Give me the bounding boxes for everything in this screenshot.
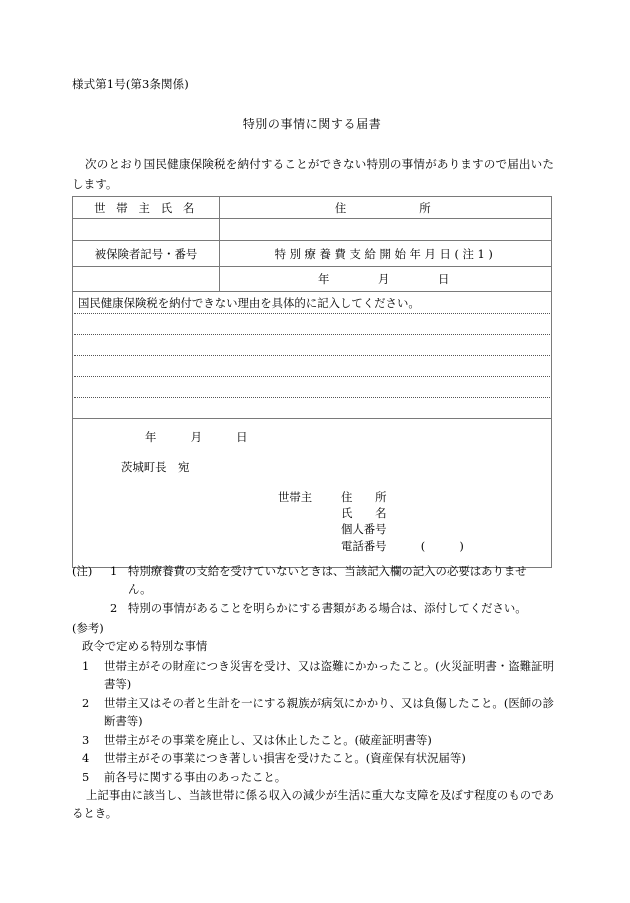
reason-textarea[interactable] (73, 313, 552, 419)
special-medical-start-date-label (220, 241, 552, 267)
signature-field-personal-number[interactable]: 個人番号 (341, 522, 387, 537)
table-row (73, 219, 552, 241)
reference-list (82, 657, 554, 786)
address-header-label (220, 197, 552, 219)
table-row (73, 241, 552, 267)
list-item-text: 前各号に関する事由のあったこと。 (104, 769, 287, 784)
list-item (82, 731, 554, 749)
insured-symbol-number-input[interactable] (73, 267, 220, 292)
intro-paragraph: 次のとおり国民健康保険税を納付することができない特別の事情がありますので届出いたします。 (72, 157, 554, 191)
table-row (73, 419, 552, 568)
special-medical-start-date-input[interactable] (220, 267, 552, 292)
table-row (73, 313, 552, 419)
page-title: 特別の事情に関する届書 (242, 117, 382, 131)
household-head-name-label (73, 197, 220, 219)
address-header-label-text: 住 所 (334, 200, 437, 215)
special-medical-start-date-placeholder: 年 月 日 (318, 272, 453, 286)
signature-field-name[interactable]: 氏 名 (341, 506, 387, 521)
list-item-number: 4 (82, 751, 90, 766)
table-row (73, 197, 552, 219)
list-item-number: 5 (82, 769, 90, 784)
list-item-text: 世帯主がその事業を廃止し、又は休止したこと。(破産証明書等) (104, 732, 432, 747)
addressee-label: 茨城町長 宛 (121, 460, 190, 474)
table-row (73, 292, 552, 314)
signature-field-phone-number[interactable]: 電話番号 ( ) (341, 538, 464, 553)
main-form-table (72, 196, 552, 568)
signature-fields (341, 489, 464, 554)
list-item-number: 3 (82, 732, 90, 747)
list-item (82, 768, 554, 786)
note-item (72, 599, 554, 617)
form-code-label: 様式第1号(第3条関係) (72, 77, 189, 91)
reason-rule-line (74, 397, 550, 418)
reason-rule-line (74, 376, 550, 397)
special-medical-start-date-label-text: 特別療養費支給開始年月日(注1) (274, 246, 497, 261)
insured-symbol-number-label (73, 241, 220, 267)
household-head-name-input[interactable] (73, 219, 220, 241)
reference-subtitle: 政令で定める特別な事情 (82, 639, 208, 653)
reference-label: (参考) (72, 621, 104, 635)
notes-tag-label: (注) (72, 564, 93, 578)
reason-rule-line (74, 334, 550, 355)
list-item (82, 694, 554, 731)
list-item-text: 世帯主又はその者と生計を一にする親族が病気にかかり、又は負傷したこと。(医師の診断書等) (104, 695, 554, 729)
note-text: 特別療養費の支給を受けていないときは、当該記入欄の記入の必要はありませ (128, 564, 527, 578)
reason-rule-line (74, 355, 550, 376)
list-item (82, 657, 554, 694)
note-text: 特別の事情があることを明らかにする書類がある場合は、添付してください。 (128, 600, 527, 615)
table-row (73, 267, 552, 292)
notes-section (72, 562, 554, 617)
list-item (82, 749, 554, 767)
signature-block (73, 419, 552, 568)
list-item-number: 1 (82, 659, 90, 673)
signature-field-address[interactable]: 住 所 (341, 490, 387, 504)
list-item-number: 2 (82, 695, 90, 710)
submission-date-input[interactable]: 年 月 日 (145, 430, 248, 444)
address-input[interactable] (220, 219, 552, 241)
reason-rule-line (74, 313, 550, 334)
note-number: 2 (110, 600, 118, 615)
list-item-text: 世帯主がその事業につき著しい損害を受けたこと。(資産保有状況届等) (104, 751, 466, 766)
insured-symbol-number-label-text: 被保険者記号・番号 (94, 246, 198, 261)
household-head-signature-label: 世帯主 (278, 490, 313, 504)
reason-instruction-label: 国民健康保険税を納付できない理由を具体的に記入してください。 (73, 292, 552, 314)
note-item (72, 562, 554, 580)
note-number: 1 (110, 564, 118, 578)
note-continuation: ん。 (128, 582, 152, 597)
reference-closing-paragraph: 上記事由に該当し、当該世帯に係る収入の減少が生活に重大な支障を及ぼす程度のものであるとき。 (72, 788, 554, 821)
household-head-name-label-text: 世 帯 主 氏 名 (94, 200, 198, 215)
list-item-text: 世帯主がその財産につき災害を受け、又は盗難にかかったこと。(火災証明書・盗難証明書等) (104, 659, 554, 692)
